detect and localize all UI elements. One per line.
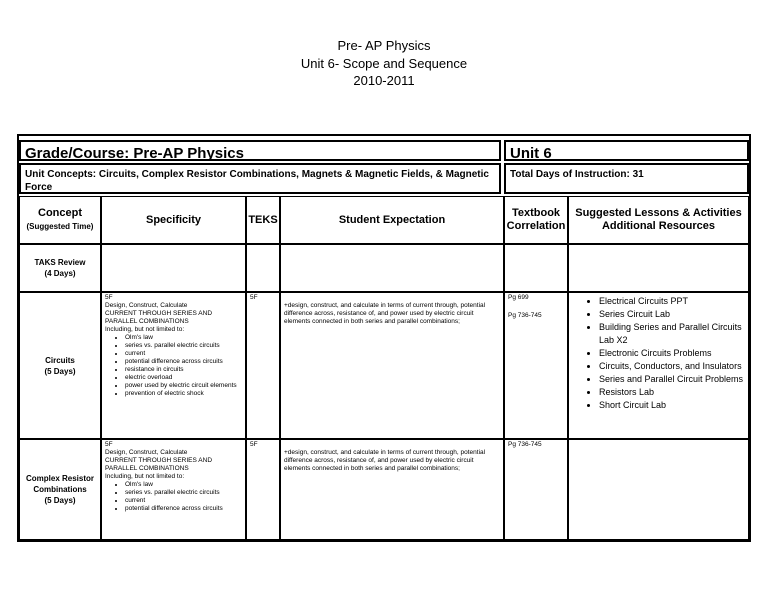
list-item: • electric overload [125, 374, 242, 382]
spec-line: CURRENT THROUGH SERIES AND [105, 457, 213, 464]
textbook-page: Pg 736-745 [508, 441, 542, 448]
row-complex-teks: 5F [246, 439, 280, 540]
row-circuits-time: (5 Days) [44, 366, 76, 376]
spec-code: 5F [105, 441, 113, 448]
lesson-item: • Resistors Lab [599, 386, 744, 399]
row-complex-textbook [504, 439, 568, 540]
row-complex-concept [19, 439, 101, 540]
row-circuits-expectation: +design, construct, and calculate in terms of current through, potential difference across, resistance of, and power used by electric circuit elements connected in both series and parallel combinations; [280, 292, 504, 439]
list-item: • potential difference across circuits [125, 505, 242, 513]
row-taks-textbook [504, 244, 568, 292]
lesson-item: • Electronic Circuits Problems [599, 347, 744, 360]
row-taks-concept-label: TAKS Review [34, 258, 86, 267]
row-taks-lessons [568, 244, 749, 292]
row-complex-concept-line1: Complex Resistor [25, 474, 95, 483]
row-circuits-textbook [504, 292, 568, 439]
spec-list [105, 481, 242, 513]
spec-list [105, 334, 242, 398]
grade-course-cell: Grade/Course: Pre-AP Physics [19, 140, 501, 161]
spec-line: Design, Construct, Calculate [105, 302, 188, 309]
unit-concepts-cell: Unit Concepts: Circuits, Complex Resistor Combinations, Magnets & Magnetic Fields, & Magnetic Force [19, 163, 501, 194]
row-circuits-specificity [101, 292, 246, 439]
row-complex-concept-line2: Combinations [33, 485, 87, 494]
textbook-header-line1: Textbook [511, 207, 561, 219]
lessons-header-line2: Additional Resources [601, 220, 716, 232]
specificity-header: Specificity [101, 196, 246, 244]
textbook-page: Pg 699 [508, 294, 529, 301]
row-taks-expectation [280, 244, 504, 292]
lessons-list [573, 295, 744, 412]
spec-line: Including, but not limited to: [105, 473, 185, 480]
spec-line: Including, but not limited to: [105, 326, 185, 333]
row-complex-time: (5 Days) [44, 496, 76, 505]
lesson-item: • Electrical Circuits PPT [599, 295, 744, 308]
concept-header [19, 196, 101, 244]
spec-line: PARALLEL COMBINATIONS [105, 465, 189, 472]
row-circuits-concept [19, 292, 101, 439]
teks-header: TEKS [246, 196, 280, 244]
lesson-item: • Series Circuit Lab [599, 308, 744, 321]
list-item: • prevention of electric shock [125, 390, 242, 398]
list-item: • current [125, 497, 242, 505]
expectation-header: Student Expectation [280, 196, 504, 244]
textbook-header-line2: Correlation [506, 220, 566, 232]
doc-subtitle: Unit 6- Scope and Sequence [300, 56, 468, 71]
list-item: • power used by electric circuit elements [125, 382, 242, 390]
textbook-page: Pg 736-745 [508, 312, 542, 319]
spec-code: 5F [105, 294, 113, 301]
concept-header-label: Concept [38, 207, 82, 219]
doc-year: 2010-2011 [353, 73, 415, 88]
row-complex-expectation: +design, construct, and calculate in terms of current through, potential difference across, resistance of, and power used by electric circuit elements connected in both series and parallel combinations; [280, 439, 504, 540]
textbook-header [504, 196, 568, 244]
row-complex-lessons [568, 439, 749, 540]
spec-line: Design, Construct, Calculate [105, 449, 188, 456]
lessons-header [568, 196, 749, 244]
total-days-cell: Total Days of Instruction: 31 [504, 163, 749, 194]
row-circuits-teks: 5F [246, 292, 280, 439]
lesson-item: • Circuits, Conductors, and Insulators [599, 360, 744, 373]
unit-cell: Unit 6 [504, 140, 749, 161]
lessons-header-line1: Suggested Lessons & Activities [575, 207, 742, 219]
concept-header-sub: (Suggested Time) [26, 222, 94, 231]
list-item: • current [125, 350, 242, 358]
lesson-item: • Series and Parallel Circuit Problems [599, 373, 744, 386]
spec-line: PARALLEL COMBINATIONS [105, 318, 189, 325]
lesson-item: • Short Circuit Lab [599, 399, 744, 412]
row-circuits-concept-label: Circuits [45, 355, 75, 365]
list-item: • potential difference across circuits [125, 358, 242, 366]
doc-title: Pre- AP Physics [337, 38, 431, 53]
list-item: • resistance in circuits [125, 366, 242, 374]
row-taks-concept [19, 244, 101, 292]
list-item: • Olm's law [125, 481, 242, 489]
row-taks-time: (4 Days) [44, 269, 76, 278]
spec-line: CURRENT THROUGH SERIES AND [105, 310, 213, 317]
row-taks-teks [246, 244, 280, 292]
list-item: • series vs. parallel electric circuits [125, 342, 242, 350]
row-taks-specificity [101, 244, 246, 292]
row-circuits-lessons [568, 292, 749, 439]
list-item: • series vs. parallel electric circuits [125, 489, 242, 497]
lesson-item: • Building Series and Parallel Circuits Lab X2 [599, 321, 744, 347]
list-item: • Olm's law [125, 334, 242, 342]
row-complex-specificity [101, 439, 246, 540]
